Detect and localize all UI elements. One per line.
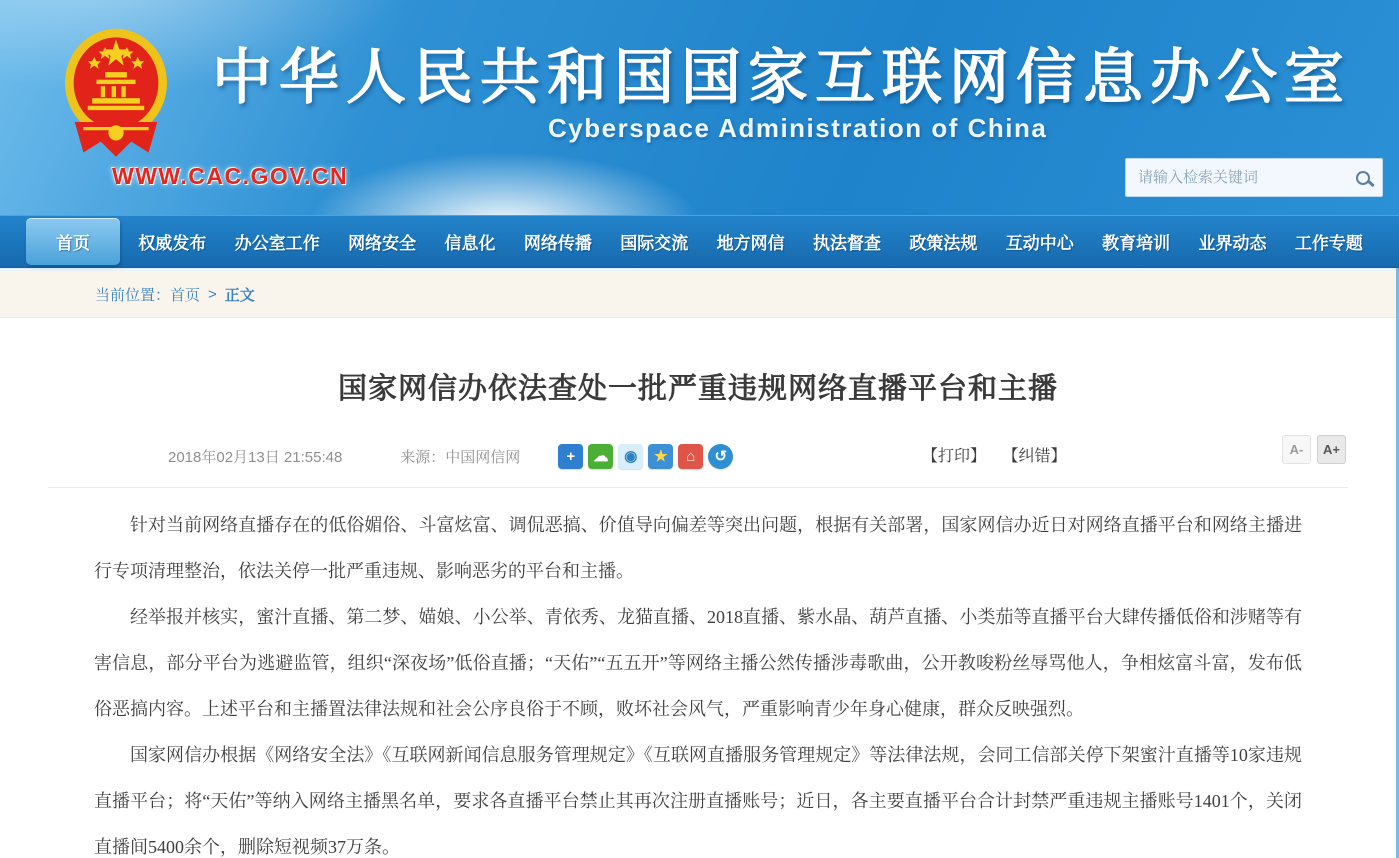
breadcrumb-prefix: 当前位置： bbox=[95, 286, 171, 304]
nav-item-authoritative[interactable]: 权威发布 bbox=[138, 234, 207, 253]
main-nav bbox=[0, 215, 1399, 268]
site-header bbox=[0, 0, 1399, 215]
breadcrumb-home-link[interactable]: 首页 bbox=[170, 286, 201, 304]
nav-item-interaction[interactable]: 互动中心 bbox=[1005, 234, 1074, 253]
nav-item-local-cac[interactable]: 地方网信 bbox=[716, 234, 785, 253]
article-paragraph: 经举报并核实，蜜汁直播、第二梦、媌娘、小公举、青依秀、龙猫直播、2018直播、紫水晶、葫芦直播、小类茄等直播平台大肆传播低俗和涉赌等有害信息，部分平台为逃避监管，组织“深夜场”低俗直播；“天佑”“五五开”等网络主播公然传播涉毒歌曲，公开教唆粉丝辱骂他人，争相炫富斗富，发布低俗恶搞内容。上述平台和主播置法律法规和社会公序良俗于不顾，败坏社会风气，严重影响青少年身心健康，群众反映强烈。 bbox=[94, 607, 1302, 719]
meta-divider bbox=[48, 487, 1348, 488]
font-smaller-button[interactable]: A- bbox=[1282, 435, 1311, 464]
nav-item-policies[interactable]: 政策法规 bbox=[909, 234, 978, 253]
meta-left bbox=[168, 435, 733, 477]
main-wrap bbox=[0, 268, 1399, 858]
publish-date: 2018年02月13日 21:55:48 bbox=[168, 448, 343, 466]
search-box[interactable] bbox=[1125, 158, 1383, 197]
font-larger-button[interactable]: A+ bbox=[1317, 435, 1346, 464]
nav-item-intl-exchange[interactable]: 国际交流 bbox=[620, 234, 689, 253]
nav-item-net-communication[interactable]: 网络传播 bbox=[523, 234, 592, 253]
article-paragraph: 国家网信办根据《网络安全法》《互联网新闻信息服务管理规定》《互联网直播服务管理规定》等法律法规，会同工信部关停下架蜜汁直播等10家违规直播平台；将“天佑”等纳入网络主播黑名单，要求各直播平台禁止其再次注册直播账号；近日，各主要直播平台合计封禁严重违规主播账号1401个，关闭直播间5400余个，删除短视频37万条。 bbox=[94, 745, 1302, 857]
nav-item-office-work[interactable]: 办公室工作 bbox=[234, 234, 320, 253]
article-title: 国家网信办依法查处一批严重违规网络直播平台和主播 bbox=[337, 373, 1058, 405]
article-source: 来源：中国网信网 bbox=[400, 448, 521, 466]
china-national-emblem-icon bbox=[60, 20, 172, 172]
correction-button[interactable]: 【纠错】 bbox=[1002, 448, 1067, 465]
more-share-icon[interactable]: ↺ bbox=[708, 444, 733, 469]
print-button[interactable]: 【打印】 bbox=[922, 448, 987, 465]
article-meta bbox=[48, 435, 1348, 477]
share-plus-icon[interactable]: + bbox=[558, 444, 583, 469]
wechat-share-icon[interactable]: ☁ bbox=[588, 444, 613, 469]
share-bar bbox=[558, 444, 733, 469]
breadcrumb bbox=[0, 268, 1396, 318]
qzone-share-icon[interactable]: ★ bbox=[648, 444, 673, 469]
nav-item-home[interactable]: 首页 bbox=[26, 218, 120, 265]
search-input[interactable] bbox=[1138, 169, 1356, 186]
nav-item-informatization[interactable]: 信息化 bbox=[444, 234, 496, 253]
nav-item-enforcement[interactable]: 执法督查 bbox=[813, 234, 881, 253]
nav-item-cybersecurity[interactable]: 网络安全 bbox=[348, 234, 417, 253]
breadcrumb-current[interactable]: 正文 bbox=[224, 286, 255, 304]
baidu-share-icon[interactable]: ⌂ bbox=[678, 444, 703, 469]
article-body bbox=[48, 502, 1348, 858]
site-url: WWW.CAC.GOV.CN bbox=[112, 163, 349, 189]
nav-item-industry-news[interactable]: 业界动态 bbox=[1198, 234, 1267, 253]
site-title-chinese: 中华人民共和国国家互联网信息办公室 bbox=[212, 44, 1351, 111]
nav-item-special-topics[interactable]: 工作专题 bbox=[1294, 234, 1363, 253]
breadcrumb-separator: > bbox=[208, 285, 217, 303]
site-title-english: Cyberspace Administration of China bbox=[548, 113, 1048, 143]
nav-item-education[interactable]: 教育培训 bbox=[1102, 234, 1171, 253]
font-size-controls bbox=[1282, 435, 1346, 464]
article-content bbox=[0, 366, 1396, 858]
search-icon[interactable] bbox=[1356, 171, 1370, 185]
article-paragraph: 针对当前网络直播存在的低俗媚俗、斗富炫富、调侃恶搞、价值导向偏差等突出问题，根据有关部署，国家网信办近日对网络直播平台和网络主播进行专项清理整治，依法关停一批严重违规、影响恶劣的平台和主播。 bbox=[94, 515, 1302, 581]
weibo-share-icon[interactable]: ◉ bbox=[618, 444, 643, 469]
print-correct-group bbox=[922, 443, 1078, 466]
